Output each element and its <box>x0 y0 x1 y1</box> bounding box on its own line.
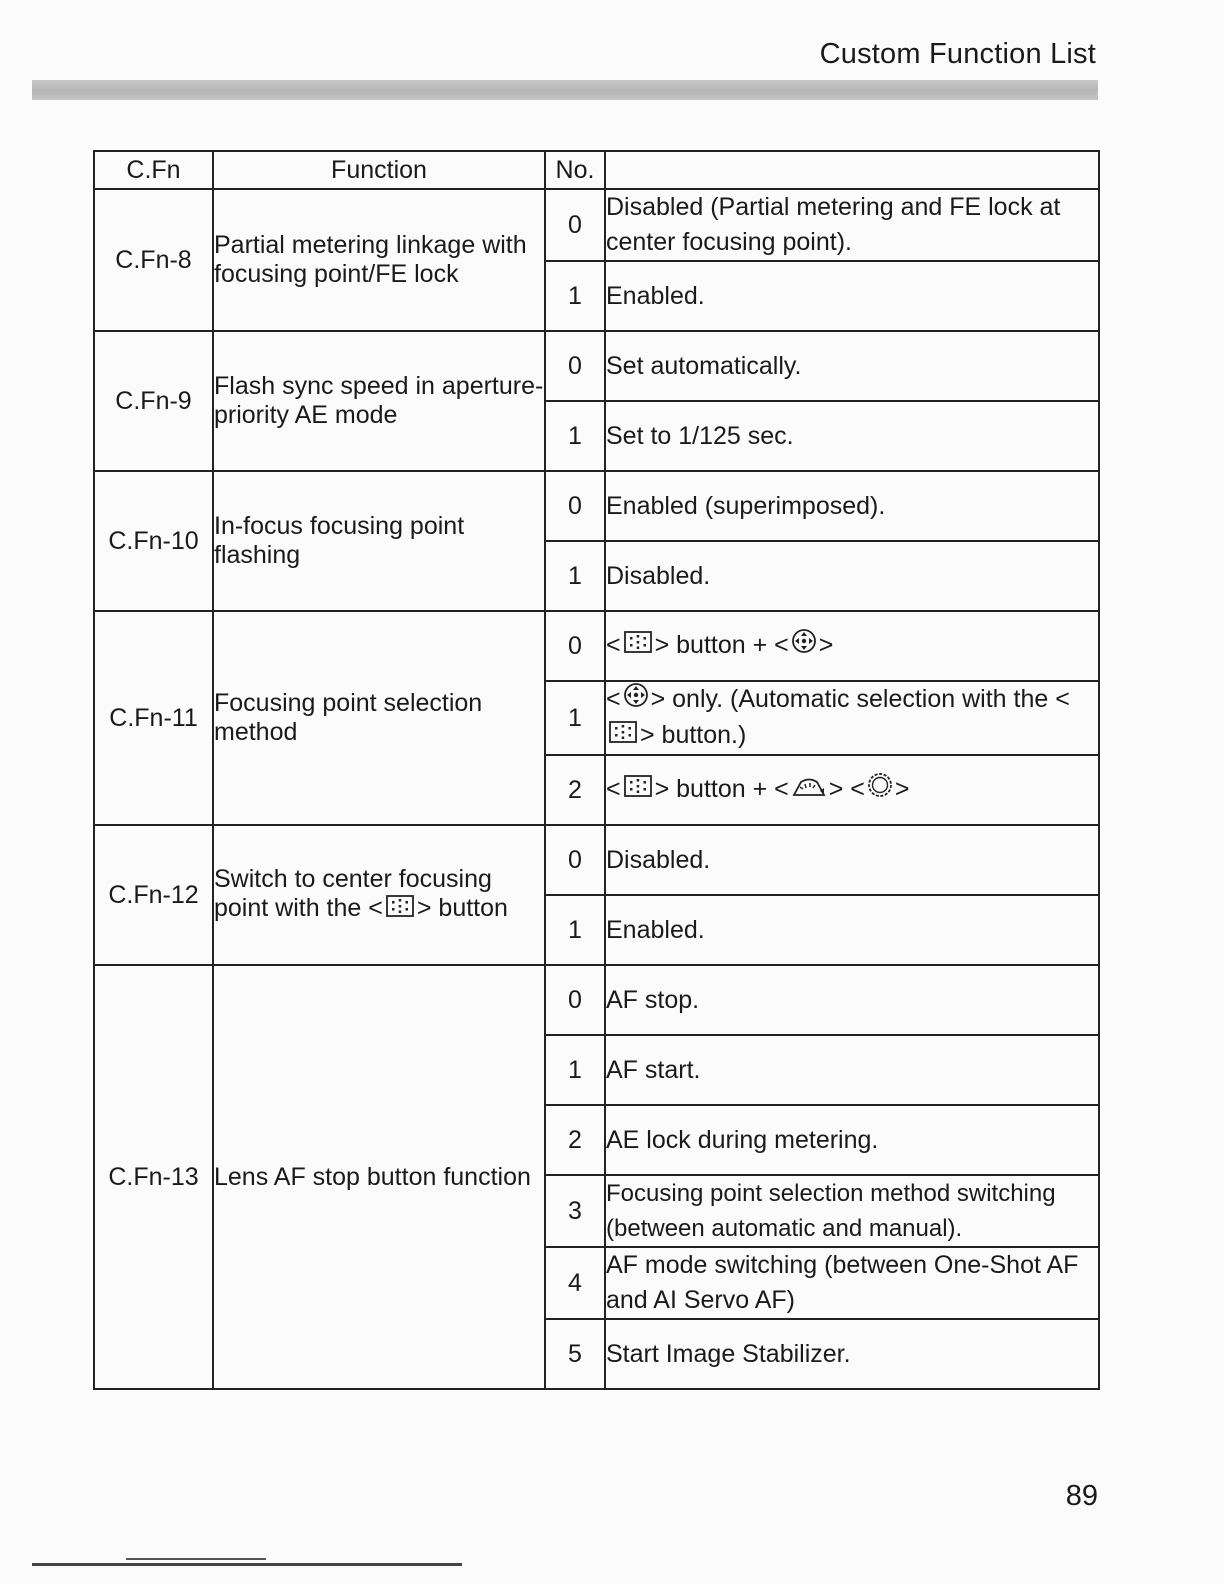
text-fragment: > button + < <box>654 630 789 659</box>
text-fragment: > <box>818 630 834 659</box>
text-fragment: > < <box>828 775 865 804</box>
text-fragment: > only. (Automatic selection with the < <box>650 685 1070 713</box>
text-fragment: > button + < <box>654 775 789 804</box>
setting-description: Enabled. <box>605 895 1099 965</box>
setting-number: 1 <box>545 541 605 611</box>
setting-description <box>605 681 1099 755</box>
text-fragment: > button <box>416 894 508 923</box>
table-header-row <box>94 151 1099 189</box>
function-name: Partial metering linkage with focusing point/FE lock <box>213 189 545 331</box>
header-bar <box>32 80 1098 100</box>
footer-mark <box>126 1558 266 1560</box>
setting-number: 2 <box>545 1105 605 1175</box>
function-id: C.Fn-10 <box>94 471 213 611</box>
table-row <box>94 965 1099 1035</box>
af-point-button-icon <box>623 773 653 808</box>
setting-number: 0 <box>545 825 605 895</box>
function-name: Flash sync speed in aperture-priority AE mode <box>213 331 545 471</box>
setting-number: 4 <box>545 1247 605 1319</box>
setting-description: Disabled. <box>605 541 1099 611</box>
page-number: 89 <box>1065 1480 1098 1512</box>
table-row <box>94 471 1099 541</box>
setting-description: Start Image Stabilizer. <box>605 1319 1099 1389</box>
setting-number: 3 <box>545 1175 605 1247</box>
table-row <box>94 825 1099 895</box>
setting-description: Set automatically. <box>605 331 1099 401</box>
setting-number: 0 <box>545 611 605 681</box>
setting-description: Set to 1/125 sec. <box>605 401 1099 471</box>
setting-number: 0 <box>545 471 605 541</box>
footer-line <box>32 1563 462 1566</box>
function-name <box>213 825 545 965</box>
setting-number: 1 <box>545 401 605 471</box>
setting-description <box>605 611 1099 681</box>
custom-function-table <box>93 150 1100 1390</box>
text-fragment: > <box>894 775 910 804</box>
column-header-function: Function <box>213 151 545 189</box>
setting-description: AF stop. <box>605 965 1099 1035</box>
setting-description: AF mode switching (between One-Shot AF and AI Servo AF) <box>605 1247 1099 1319</box>
text-fragment: < <box>606 775 621 804</box>
af-point-button-icon <box>623 629 653 664</box>
setting-description: Enabled. <box>605 261 1099 331</box>
setting-description: AF start. <box>605 1035 1099 1105</box>
setting-description: AE lock during metering. <box>605 1105 1099 1175</box>
text-fragment: Switch to center focusing point with the < <box>214 865 492 923</box>
setting-description <box>605 755 1099 825</box>
quick-control-dial-icon <box>867 772 893 808</box>
column-header-setting <box>605 151 1099 189</box>
table-row <box>94 189 1099 261</box>
function-id: C.Fn-13 <box>94 965 213 1389</box>
setting-number: 0 <box>545 331 605 401</box>
function-id: C.Fn-9 <box>94 331 213 471</box>
setting-description: Enabled (superimposed). <box>605 471 1099 541</box>
setting-number: 1 <box>545 895 605 965</box>
setting-number: 1 <box>545 261 605 331</box>
table-row <box>94 611 1099 681</box>
column-header-cfn: C.Fn <box>94 151 213 189</box>
text-fragment: < <box>606 685 621 713</box>
af-point-button-icon <box>608 719 638 754</box>
setting-number: 0 <box>545 965 605 1035</box>
setting-number: 1 <box>545 1035 605 1105</box>
multi-controller-icon <box>623 682 649 718</box>
text-fragment: > button.) <box>640 721 747 750</box>
setting-description: Disabled. <box>605 825 1099 895</box>
function-id: C.Fn-11 <box>94 611 213 825</box>
af-point-button-icon <box>385 894 415 925</box>
function-name: Lens AF stop button function <box>213 965 545 1389</box>
setting-number: 2 <box>545 755 605 825</box>
function-id: C.Fn-12 <box>94 825 213 965</box>
page-header-title: Custom Function List <box>819 38 1096 70</box>
setting-number: 0 <box>545 189 605 261</box>
function-name: Focusing point selection method <box>213 611 545 825</box>
setting-description: Disabled (Partial metering and FE lock at center focusing point). <box>605 189 1099 261</box>
setting-number: 1 <box>545 681 605 755</box>
main-dial-icon <box>791 773 827 808</box>
table-row <box>94 331 1099 401</box>
multi-controller-icon <box>791 628 817 664</box>
setting-number: 5 <box>545 1319 605 1389</box>
function-name: In-focus focusing point flashing <box>213 471 545 611</box>
text-fragment: < <box>606 630 621 659</box>
setting-description: Focusing point selection method switching (between automatic and manual). <box>605 1175 1099 1247</box>
column-header-no: No. <box>545 151 605 189</box>
function-id: C.Fn-8 <box>94 189 213 331</box>
